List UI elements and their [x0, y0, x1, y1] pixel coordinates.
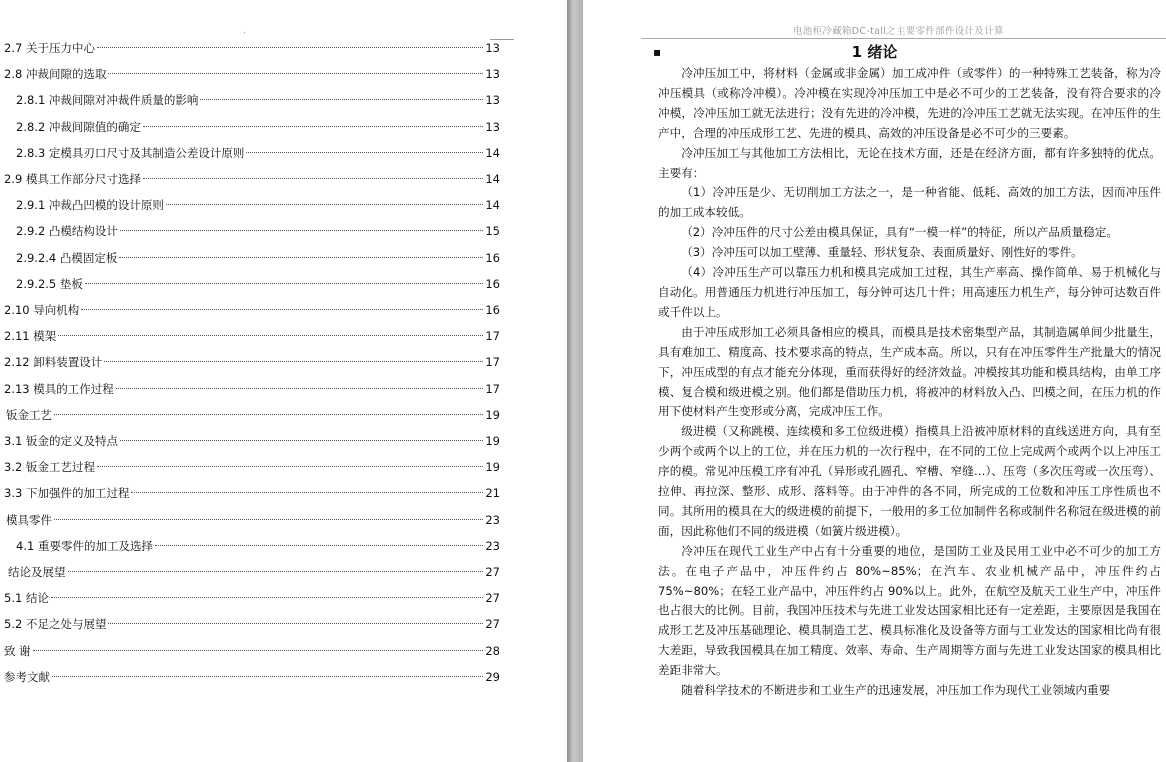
toc-leader-dots	[120, 230, 483, 231]
toc-entry-page: 16	[485, 276, 500, 291]
body-paragraph: 随着科学技术的不断进步和工业生产的迅速发展，冲压加工作为现代工业领域内重要	[681, 683, 1111, 698]
toc-entry[interactable]	[0, 562, 500, 582]
toc-entry-title: 3.3 下加强件的加工过程	[4, 486, 130, 501]
toc-entry-page: 23	[485, 512, 500, 527]
toc-entry[interactable]	[0, 117, 500, 137]
toc-entry-title: 模具零件	[6, 512, 52, 527]
body-paragraph: （2）冷冲压件的尺寸公差由模具保证，具有“一模一样”的特征，所以产品质量稳定。	[681, 225, 1118, 240]
toc-leader-dots	[51, 597, 483, 598]
bullet-mark: ▪	[653, 45, 662, 59]
toc-entry-title: 5.1 结论	[4, 591, 49, 606]
page-header: 电池柜冷藏箱DC-tall之主要零件部件设计及计算	[793, 26, 1004, 37]
toc-entry[interactable]	[0, 221, 500, 241]
toc-leader-dots	[116, 388, 484, 389]
toc-entry-page: 27	[485, 565, 500, 579]
toc-leader-dots	[33, 650, 484, 651]
toc-entry[interactable]	[0, 641, 500, 661]
toc-entry-title: 2.8.1 冲裁间隙对冲裁件质量的影响	[16, 93, 199, 108]
page-gutter	[567, 0, 583, 762]
toc-entry[interactable]	[0, 431, 500, 451]
toc-leader-dots	[166, 204, 483, 205]
toc-leader-dots	[108, 623, 483, 624]
toc-entry-title: 2.9.2.4 凸模固定板	[16, 250, 118, 265]
toc-entry[interactable]	[0, 38, 500, 58]
toc-entry-page: 14	[485, 198, 500, 213]
toc-entry[interactable]	[0, 352, 500, 372]
toc-entry-title: 2.9.1 冲裁凸凹模的设计原则	[16, 198, 164, 213]
toc-entry-page: 13	[485, 93, 500, 108]
toc-entry-page: 19	[485, 460, 500, 475]
toc-leader-dots	[143, 126, 483, 127]
toc-entry-title: 2.7 关于压力中心	[4, 41, 95, 55]
toc-entry-page: 16	[485, 303, 500, 317]
body-paragraph: 由于冲压成形加工必须具备相应的模具，而模具是技术密集型产品，其制造属单间少批量生，具有难加工、精度高、技术要求高的特点，生产成本高。所以，只有在冲压零件生产批量大的情况下，冲压成型的有点才能充分体现，重而获得好的经济效益。冲模按其功能和模具结构，由单工序模、复合模和级进模之别。他们都是借助压力机，将被冲的材料放入凸、凹模之间，在压力机的作用下使材料产生变形或分离，完成冲压工作。	[658, 324, 1161, 419]
toc-leader-dots	[155, 545, 483, 546]
toc-entry[interactable]	[0, 143, 500, 163]
toc-entry-page: 27	[485, 591, 500, 606]
body-paragraph: （1）冷冲压是少、无切削加工方法之一，是一种省能、低耗、高效的加工方法，因而冲压件的加工成本较低。	[658, 185, 1161, 220]
toc-entry[interactable]	[0, 405, 500, 425]
chapter-title: 1 绪论	[851, 43, 898, 61]
body-paragraph: （4）冷冲压生产可以靠压力机和模具完成加工过程，其生产率高、操作简单、易于机械化与自动化。用普通压力机进行冲压加工，每分钟可达几十件；用高速压力机生产，每分钟可达数百件或千件以上。	[658, 265, 1161, 319]
toc-entry-title: 2.9 模具工作部分尺寸选择	[4, 172, 141, 186]
toc-entry-page: 15	[485, 224, 500, 239]
toc-entry-page: 17	[485, 329, 500, 344]
toc-leader-dots	[85, 283, 483, 284]
toc-entry-title: 3.2 钣金工艺过程	[4, 460, 95, 475]
toc-entry[interactable]	[0, 667, 500, 687]
toc-entry-title: 2.8.3 定模具刃口尺寸及其制造公差设计原则	[16, 145, 245, 160]
toc-entry[interactable]	[0, 195, 500, 215]
toc-leader-dots	[58, 335, 483, 336]
toc-entry[interactable]	[0, 64, 500, 84]
toc-entry-title: 5.2 不足之处与展望	[4, 617, 107, 632]
toc-entry-title: 参考文献	[4, 669, 50, 684]
toc-leader-dots	[54, 414, 483, 415]
toc-entry-page: 14	[485, 172, 500, 186]
toc-entry-title: 2.8.2 冲裁间隙值的确定	[16, 119, 141, 134]
toc-entry-page: 13	[485, 67, 500, 82]
toc-page	[0, 0, 567, 762]
toc-entry-title: 3.1 钣金的定义及特点	[4, 434, 118, 448]
toc-entry[interactable]	[0, 326, 500, 346]
toc-entry-page: 16	[485, 250, 500, 265]
toc-entry[interactable]	[0, 248, 500, 268]
toc-leader-dots	[131, 492, 483, 493]
toc-entry-page: 27	[485, 617, 500, 632]
toc-leader-dots	[120, 440, 483, 441]
body-text	[658, 64, 1161, 701]
toc-entry-title: 致 谢	[4, 643, 31, 658]
toc-entry[interactable]	[0, 510, 500, 530]
toc-entry-page: 14	[485, 145, 500, 160]
toc-entry-title: 2.8 冲裁间隙的选取	[4, 67, 107, 82]
toc-entry[interactable]	[0, 457, 500, 477]
toc-entry-title: 2.10 导向机构	[4, 303, 80, 317]
toc-entry-title: 2.9.2 凸模结构设计	[16, 224, 118, 239]
toc-entry-title: 2.13 模具的工作过程	[4, 381, 114, 396]
toc-entry[interactable]	[0, 274, 500, 294]
toc-leader-dots	[97, 47, 483, 48]
toc-entry-title: 4.1 重要零件的加工及选择	[16, 538, 153, 553]
toc-leader-dots	[200, 99, 483, 100]
toc-entry[interactable]	[0, 379, 500, 399]
toc-entry-page: 19	[485, 407, 500, 422]
header-rule	[641, 38, 1166, 39]
toc-entry-title: 2.9.2.5 垫板	[16, 276, 83, 291]
toc-entry[interactable]	[0, 169, 500, 189]
toc-entry-page: 17	[485, 355, 500, 370]
body-paragraph: （3）冷冲压可以加工壁薄、重量轻、形状复杂、表面质量好、刚性好的零件。	[681, 245, 1083, 260]
toc-entry-page: 13	[485, 119, 500, 134]
toc-leader-dots	[104, 361, 483, 362]
toc-entry-title: 结论及展望	[8, 565, 66, 579]
toc-entry-page: 13	[485, 41, 500, 55]
toc-leader-dots	[54, 519, 483, 520]
toc-leader-dots	[246, 152, 483, 153]
toc-entry-title: 2.11 模架	[4, 329, 57, 344]
toc-entry[interactable]	[0, 614, 500, 634]
toc-entry-title: 钣金工艺	[6, 407, 52, 422]
toc-leader-dots	[97, 466, 483, 467]
toc-entry[interactable]	[0, 483, 500, 503]
body-paragraph: 级进模（又称跳模、连续模和多工位级进模）指模具上沿被冲原材料的直线送进方向，具有至少两个或两个以上的工位，并在压力机的一次行程中，在不同的工位上完成两个或两个以上冲压工序的模。常见冲压模工序有冲孔（异形或孔圆孔、窄槽、窄缝…）、压弯（多次压弯或一次压弯）、拉伸、再拉深、整形、成形、落料等。由于冲件的各不同，所完成的工位数和冲压工序性质也不同。其所用的模具在大的级进模的前提下，一般用的多工位加制件名称或制件名称冠在级进模的前面，因此称他们不同的级进模（如簧片级进模）。	[658, 424, 1161, 538]
toc-entry-page: 17	[485, 381, 500, 396]
toc-entry[interactable]	[0, 536, 500, 556]
toc-entry[interactable]	[0, 90, 500, 110]
toc-entry[interactable]	[0, 300, 500, 320]
toc-entry-page: 21	[485, 486, 500, 501]
content-page	[583, 0, 1166, 762]
toc-leader-dots	[68, 571, 484, 572]
body-paragraph: 冷冲压在现代工业生产中占有十分重要的地位，是国防工业及民用工业中必不可少的加工方法。在电子产品中，冲压件约占 80%~85%；在汽车、农业机械产品中，冲压件约占 75%~80%；在轻工业产品中，冲压件约占 90%以上。此外，在航空及航天工业生产中，冲压件也占很大的比例。目前，我国冲压技术与先进工业发达国家相比还有一定差距，主要原因是我国在成形工艺及冲压基础理论、模具制造工艺、模具标准化及设备等方面与工业发达的国家相比尚有很大差距，导致我国模具在加工精度、效率、寿命、生产周期等方面与先进工业发达国家的模具相比差距非常大。	[658, 543, 1161, 678]
body-paragraph: 冷冲压加工与其他加工方法相比，无论在技术方面，还是在经济方面，都有许多独特的优点。主要有：	[658, 145, 1161, 180]
toc-leader-dots	[119, 257, 483, 258]
toc-entry-page: 19	[485, 434, 500, 448]
toc-entry-page: 23	[485, 538, 500, 553]
toc-leader-dots	[108, 73, 483, 74]
toc-leader-dots	[143, 178, 483, 179]
toc-entry[interactable]	[0, 588, 500, 608]
toc-entry-title: 2.12 卸料装置设计	[4, 355, 103, 370]
toc-entry-page: 29	[485, 669, 500, 684]
body-paragraph: 冷冲压加工中，将材料（金属或非金属）加工成冲件（或零件）的一种特殊工艺装备，称为冷冲压模具（或称冷冲模）。冷冲模在实现冷冲压加工中是必不可少的工艺装备，没有符合要求的冷冲模，冷冲压加工就无法进行；没有先进的冷冲模，先进的冷冲压工艺就无法实现。在冲压件的生产中，合理的冲压成形工艺、先进的模具、高效的冲压设备是必不可少的三要素。	[658, 66, 1161, 140]
toc-entry-page: 28	[485, 643, 500, 658]
toc-leader-dots	[81, 309, 483, 310]
paragraph-mark: .	[243, 26, 246, 36]
toc-leader-dots	[52, 676, 483, 677]
